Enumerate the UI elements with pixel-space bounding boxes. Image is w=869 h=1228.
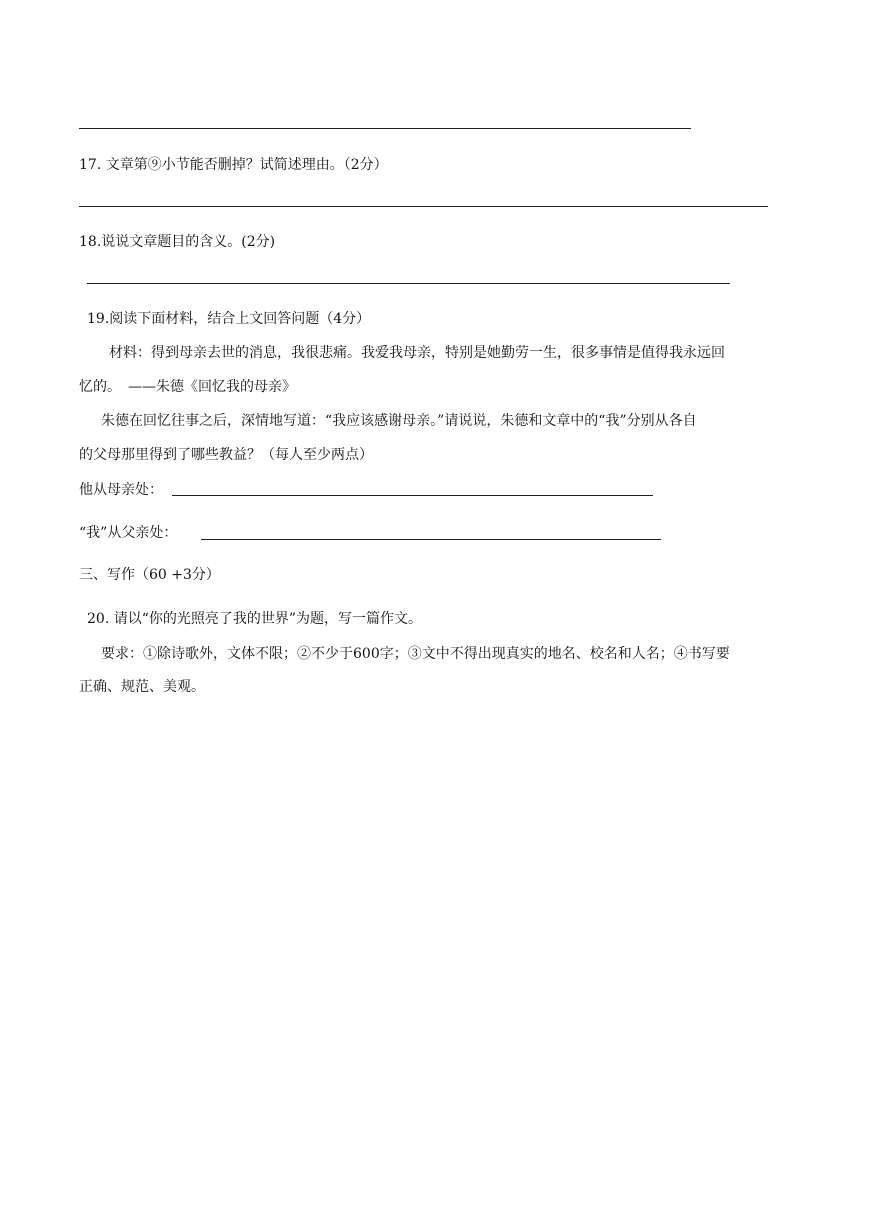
question-20: 20. 请以“你的光照亮了我的世界”为题，写一篇作文。 xyxy=(87,611,423,627)
answer-line-17[interactable] xyxy=(79,206,768,207)
question-18: 18.说说文章题目的含义。(2分) xyxy=(79,234,276,250)
prompt-line-2: 的父母那里得到了哪些教益？（每人至少两点） xyxy=(79,447,373,463)
question-17: 17. 文章第⑨小节能否删掉？试简述理由。（2分） xyxy=(79,157,388,173)
prompt-line-1: 朱德在回忆往事之后，深情地写道：“我应该感谢母亲。”请说说，朱德和文章中的“我”分别从各自 xyxy=(101,413,697,429)
question-19-heading: 19.阅读下面材料，结合上文回答问题（4分） xyxy=(87,311,371,327)
requirements-line-2: 正确、规范、美观。 xyxy=(79,679,205,695)
section-3-title: 三、写作（60 +3分） xyxy=(79,567,220,583)
answer-mother-line[interactable] xyxy=(172,495,653,496)
material-line-1: 材料：得到母亲去世的消息，我很悲痛。我爱我母亲，特别是她勤劳一生，很多事情是值得我永远回 xyxy=(109,345,725,361)
answer-mother-label: 他从母亲处： xyxy=(79,482,163,498)
requirements-line-1: 要求：①除诗歌外，文体不限；②不少于600字；③文中不得出现真实的地名、校名和人名；④书写要 xyxy=(101,646,730,662)
answer-line-16[interactable] xyxy=(79,128,691,129)
material-line-2: 忆的。 ——朱德《回忆我的母亲》 xyxy=(79,379,296,395)
answer-father-label: “我”从父亲处： xyxy=(79,525,178,541)
answer-line-18[interactable] xyxy=(87,283,730,284)
answer-father-line[interactable] xyxy=(201,539,661,540)
